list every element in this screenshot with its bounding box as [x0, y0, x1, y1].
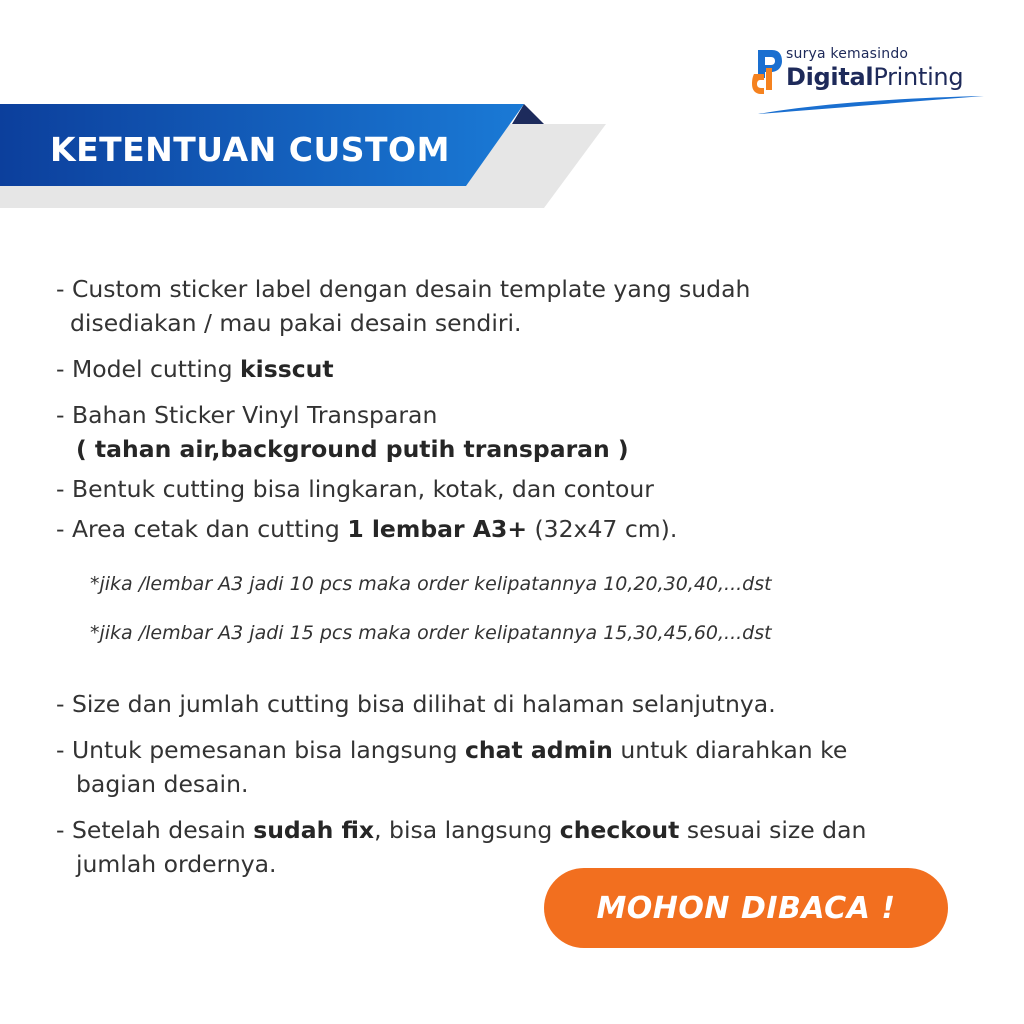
term-item-template: - Custom sticker label dengan desain template yang sudah — [56, 275, 751, 303]
page-title: KETENTUAN CUSTOM — [50, 130, 450, 169]
read-notice-label: MOHON DIBACA ! — [596, 890, 896, 926]
brand-name-bold: Digital — [786, 63, 874, 91]
term-item-cutting-model — [56, 352, 976, 386]
term-note-15pcs: *jika /lembar A3 jadi 15 pcs maka order kelipatannya 15,30,45,60,...dst — [90, 622, 772, 644]
term-bold: 1 lembar A3+ — [347, 515, 528, 543]
brand-tagline: surya kemasindo — [786, 46, 909, 62]
term-item-size: - Size dan jumlah cutting bisa dilihat di halaman selanjutnya. — [56, 690, 776, 718]
term-text: untuk diarahkan ke — [612, 736, 848, 764]
brand-name — [786, 63, 963, 91]
term-item-material-note: ( tahan air,background putih transparan ) — [76, 435, 629, 463]
term-item-order-cont: bagian desain. — [76, 770, 249, 798]
term-item-checkout-cont: jumlah ordernya. — [76, 850, 277, 878]
term-text: , bisa langsung — [374, 816, 560, 844]
term-item-shape: - Bentuk cutting bisa lingkaran, kotak, dan contour — [56, 475, 654, 503]
term-bold: chat admin — [464, 736, 613, 764]
term-text: - Setelah desain — [56, 816, 254, 844]
read-notice-badge — [544, 868, 948, 948]
brand-swoosh-icon — [756, 94, 986, 116]
term-item-order — [56, 733, 976, 767]
term-item-template-cont: disediakan / mau pakai desain sendiri. — [70, 309, 522, 337]
term-text: sesuai size dan — [679, 816, 867, 844]
brand-logo-mark-icon — [752, 46, 784, 98]
term-bold: sudah fix — [253, 816, 375, 844]
term-text: - Untuk pemesanan bisa langsung — [56, 736, 465, 764]
term-bold: kisscut — [240, 355, 334, 383]
term-text: - Area cetak dan cutting — [56, 515, 348, 543]
term-item-print-area — [56, 512, 976, 546]
term-bold: checkout — [559, 816, 680, 844]
term-text: - Model cutting — [56, 355, 241, 383]
term-text: (32x47 cm). — [527, 515, 678, 543]
brand-name-regular: Printing — [873, 63, 964, 91]
term-item-material: - Bahan Sticker Vinyl Transparan — [56, 401, 438, 429]
terms-content — [56, 272, 976, 881]
term-note-10pcs: *jika /lembar A3 jadi 10 pcs maka order kelipatannya 10,20,30,40,...dst — [90, 573, 772, 595]
term-item-checkout — [56, 813, 976, 847]
brand-logo — [752, 44, 992, 120]
